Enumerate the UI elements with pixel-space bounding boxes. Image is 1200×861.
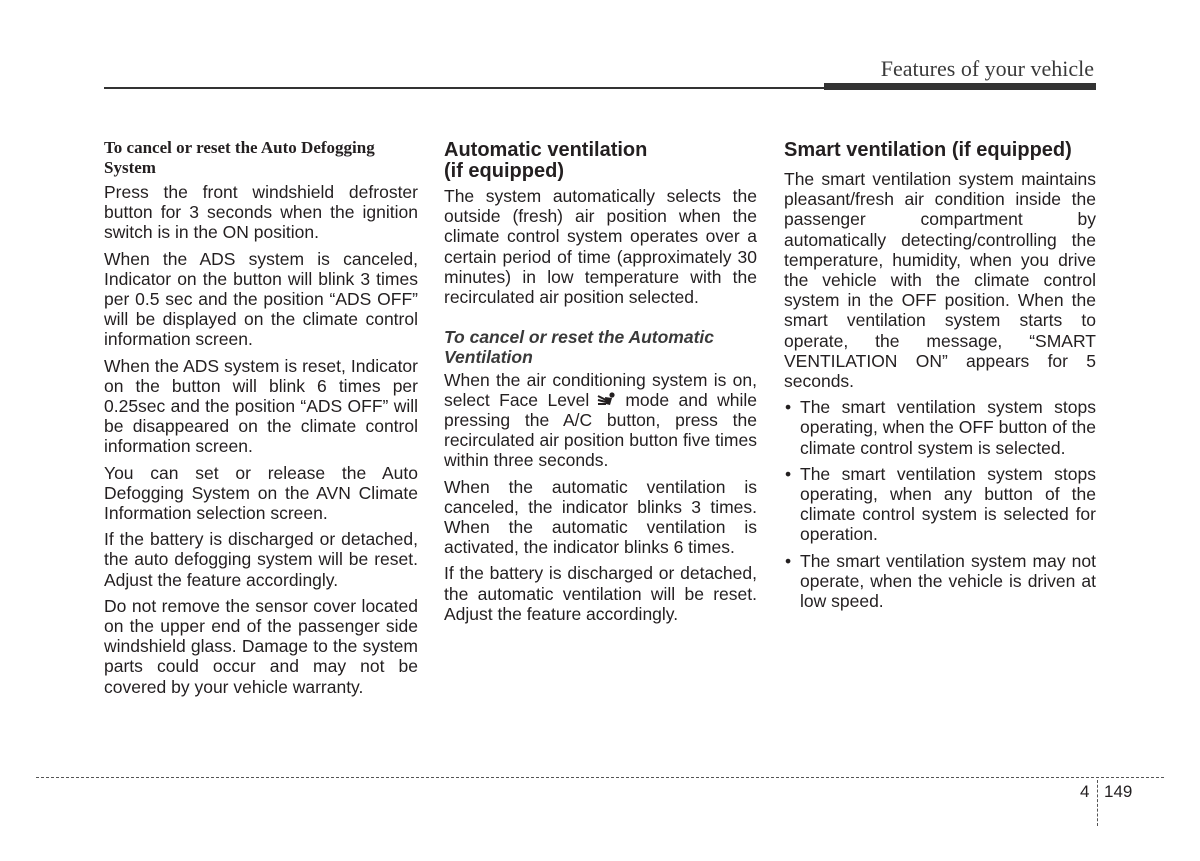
- section-heading: [444, 140, 757, 182]
- page-number: 149: [1104, 782, 1133, 801]
- section-heading: Smart ventilation (if equipped): [784, 139, 1072, 161]
- header-rule-accent: [824, 83, 1096, 90]
- paragraph: When the automatic ventilation is canceled, the indicator blinks 3 times. When the automatic ventilation is activated, the indicator blinks 6 times.: [444, 476, 757, 558]
- paragraph-text: mode and while pressing the A/C button, press the recirculated air position button five times within three seconds.: [444, 389, 758, 471]
- heading-line: (if equipped): [444, 160, 564, 182]
- paragraph: If the battery is discharged or detached, the automatic ventilation will be reset. Adjust the feature accordingly.: [444, 563, 757, 624]
- list-item: [784, 397, 1096, 458]
- bullet-symbol: •: [785, 463, 792, 484]
- paragraph: When the ADS system is reset, Indicator on the button will blink 6 times per 0.25sec and the position “ADS OFF” will be disappeared on the climate control information screen.: [104, 355, 418, 457]
- face-level-mode-icon: [597, 392, 617, 408]
- paragraph: Press the front windshield defroster button for 3 seconds when the ignition switch is in the ON position.: [104, 182, 418, 243]
- page-header-title: Features of your vehicle: [880, 56, 1094, 81]
- paragraph: [444, 370, 757, 471]
- bullet-symbol: •: [785, 397, 792, 418]
- bullet-symbol: •: [785, 550, 792, 571]
- paragraph: If the battery is discharged or detached, the auto defogging system will be reset. Adjust the feature accordingly.: [104, 529, 418, 590]
- list-item: [784, 551, 1096, 612]
- column-auto-defogging: [104, 138, 418, 703]
- list-item-text: The smart ventilation system stops operating, when the OFF button of the climate control system is selected.: [800, 397, 1096, 458]
- heading-line: Automatic ventilation: [444, 139, 648, 161]
- column-smart-ventilation: [784, 138, 1096, 617]
- column-automatic-ventilation: [444, 140, 757, 630]
- paragraph: The system automatically selects the outside (fresh) air position when the climate control system operates over a certain period of time (approximately 30 minutes) in low temperature with the recirculated air position selected.: [444, 186, 757, 308]
- subheading: To cancel or reset the Automatic Ventilation: [444, 327, 715, 368]
- list-item-text: The smart ventilation system may not operate, when the vehicle is driven at low speed.: [800, 550, 1096, 612]
- paragraph: When the ADS system is canceled, Indicator on the button will blink 3 times per 0.5 sec and the position “ADS OFF” will be displayed on the climate control information screen.: [104, 248, 418, 350]
- section-heading: To cancel or reset the Auto Defogging System: [104, 138, 375, 177]
- paragraph-text: When the air conditioning system is on, select Face Level: [444, 369, 757, 410]
- footer-rule: [36, 777, 1164, 778]
- paragraph: Do not remove the sensor cover located on the upper end of the passenger side windshield glass. Damage to the system parts could occur and may not be covered by your vehicle warranty.: [104, 595, 418, 697]
- bullet-list: [784, 397, 1096, 611]
- paragraph: You can set or release the Auto Defogging System on the AVN Climate Information selection screen.: [104, 462, 418, 524]
- paragraph: The smart ventilation system maintains pleasant/fresh air condition inside the passenger compartment by automatically detecting/controlling the temperature, humidity, when you drive the vehicle with the climate control system in the OFF position. When the smart ventilation system starts to operate, the message, “SMART VENTILATION ON” appears for 5 seconds.: [784, 169, 1096, 392]
- list-item: [784, 464, 1096, 545]
- list-item-text: The smart ventilation system stops operating, when any button of the climate control system is selected for operation.: [800, 463, 1096, 545]
- footer-divider: [1097, 780, 1098, 826]
- header-rule: [104, 87, 824, 89]
- chapter-number: 4: [1080, 782, 1090, 801]
